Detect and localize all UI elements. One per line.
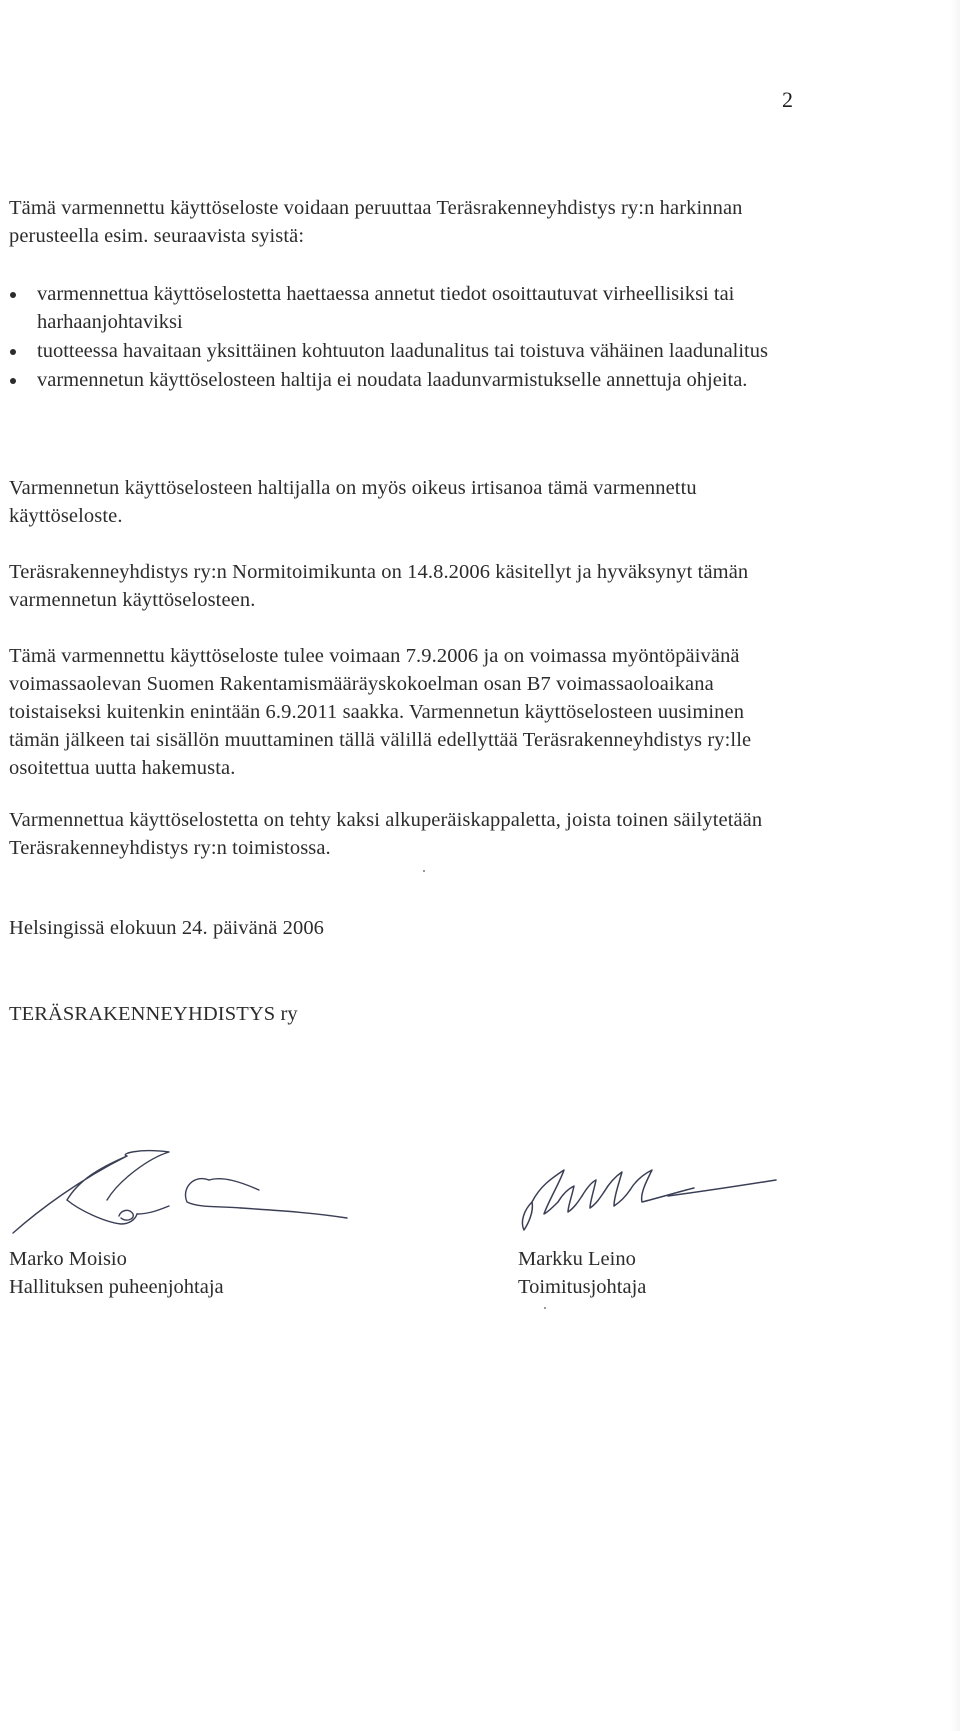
intro-paragraph: Tämä varmennettu käyttöseloste voidaan peruuttaa Teräsrakenneyhdistys ry:n harkinnan perusteella esim. seuraavista syistä: (9, 197, 743, 247)
signature-image (9, 1140, 349, 1240)
list-item (9, 280, 799, 336)
list-item-text: varmennetun käyttöselosteen haltija ei noudata laadunvarmistukselle annettuja ohjeita. (37, 369, 748, 391)
scan-speck (544, 1307, 546, 1309)
signatory-name: Marko Moisio (9, 1248, 127, 1270)
termination-paragraph: Varmennetun käyttöselosteen haltijalla on myös oikeus irtisanoa tämä varmennettu käyttöseloste. (9, 477, 697, 527)
list-item-text: tuotteessa havaitaan yksittäinen kohtuuton laadunalitus tai toistuva vähäinen laadunalitus (37, 340, 768, 362)
bullet-icon (10, 378, 16, 384)
list-item (9, 337, 799, 365)
signature-image (518, 1152, 778, 1232)
approval-paragraph: Teräsrakenneyhdistys ry:n Normitoimikunta on 14.8.2006 käsitellyt ja hyväksynyt tämän varmennetun käyttöselosteen. (9, 561, 749, 611)
validity-paragraph: Tämä varmennettu käyttöseloste tulee voimaan 7.9.2006 ja on voimassa myöntöpäivänä voimassaolevan Suomen Rakentamismääräyskokoelman osan B7 voimassaoloaikana toistaiseksi kuitenkin enintään 6.9.2011 saakka. Varmennetun käyttöselosteen uusiminen tämän jälkeen tai sisällön muuttaminen tällä välillä edellyttää Teräsrakenneyhdistys ry:lle osoitettua uutta hakemusta. (9, 645, 752, 779)
organization-name: TERÄSRAKENNEYHDISTYS ry (9, 1003, 298, 1025)
page-number: 2 (782, 87, 793, 112)
page-edge-shadow (950, 0, 960, 1731)
bullet-icon (10, 292, 16, 298)
signatory-title: Hallituksen puheenjohtaja (9, 1276, 224, 1298)
copies-paragraph: Varmennettua käyttöselostetta on tehty kaksi alkuperäiskappaletta, joista toinen säilytetään Teräsrakenneyhdistys ry:n toimistossa. (9, 809, 763, 859)
signatory-title: Toimitusjohtaja (518, 1276, 647, 1298)
list-item (9, 366, 799, 394)
list-item-text: varmennettua käyttöselostetta haettaessa annetut tiedot osoittautuvat virheellisiksi tai harhaanjohtaviksi (37, 283, 735, 333)
reason-list (9, 280, 799, 395)
place-and-date: Helsingissä elokuun 24. päivänä 2006 (9, 917, 325, 939)
scan-speck (423, 870, 425, 872)
signatory-name: Markku Leino (518, 1248, 636, 1270)
bullet-icon (10, 349, 16, 355)
